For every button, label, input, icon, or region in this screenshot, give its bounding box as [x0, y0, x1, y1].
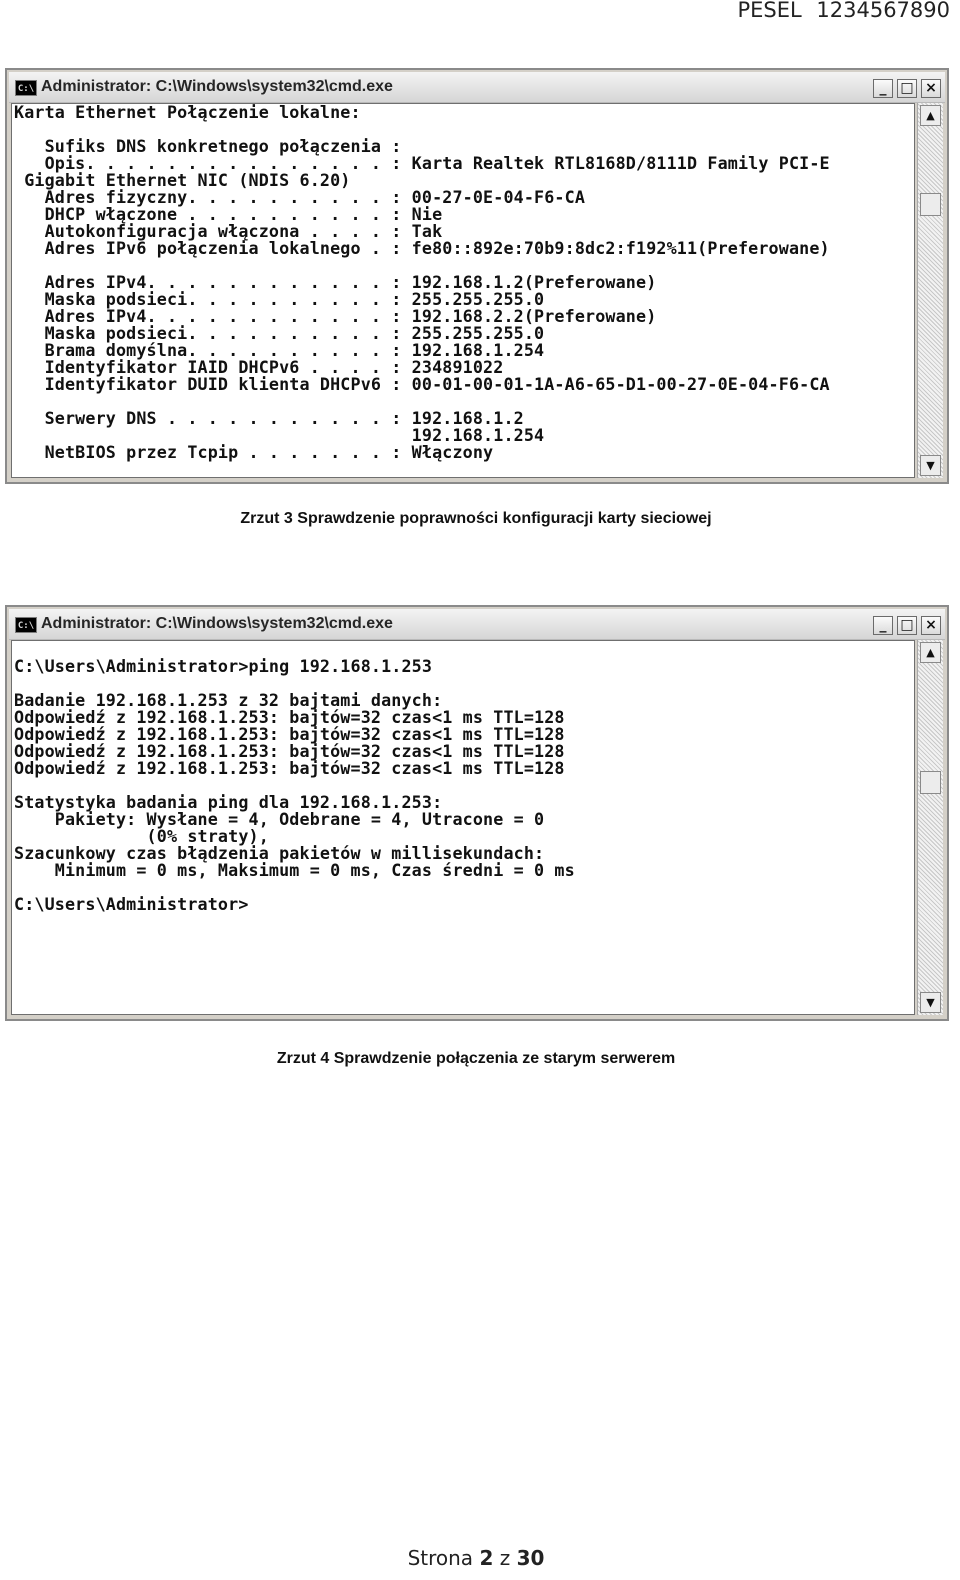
pesel-value: 1234567890 — [816, 0, 950, 22]
vertical-scrollbar[interactable] — [917, 640, 943, 1015]
figure-caption-4: Zrzut 4 Sprawdzenie połączenia ze starym serwerem — [276, 1050, 676, 1067]
page-footer — [0, 1546, 952, 1570]
cmd-icon[interactable]: C:\ — [15, 617, 37, 633]
scroll-thumb[interactable] — [920, 193, 941, 216]
console-output[interactable] — [11, 640, 915, 1015]
scroll-down-icon[interactable]: ▼ — [920, 455, 941, 476]
window-title: Administrator: C:\Windows\system32\cmd.exe — [41, 78, 393, 95]
scroll-thumb[interactable] — [920, 771, 941, 794]
minimize-button[interactable]: _ — [873, 79, 893, 98]
minimize-button[interactable]: _ — [873, 616, 893, 635]
console-output[interactable] — [11, 103, 915, 478]
console-text: C:\Users\Administrator>ping 192.168.1.253 Badanie 192.168.1.253 z 32 bajtami danych: Odpowiedź z 192.168.1.253: bajtów=32 czas<1 ms TTL=128 Odpowiedź z 192.168.1.253: bajtów=32 czas<1 ms TTL=128 Odpowiedź z 192.168.1.253: bajtów=32 czas<1 ms TTL=128 Odpowiedź z 192.168.1.253: bajtów=32 czas<1 ms TTL=128 Statystyka badania ping dla 192.168.1.253: Pakiety: Wysłane = 4, Odebrane = 4, Utracone = 0 (0% straty), Szacunkowy czas błądzenia pakietów w millisekundach: Minimum = 0 ms, Maksimum = 0 ms, Czas średni = 0 ms C:\Users\Administrator> — [14, 656, 575, 914]
scroll-up-icon[interactable]: ▲ — [920, 642, 941, 663]
footer-prefix: Strona — [407, 1546, 474, 1570]
title-bar[interactable] — [9, 609, 945, 640]
close-button[interactable]: × — [921, 79, 941, 98]
scroll-down-icon[interactable]: ▼ — [920, 992, 941, 1013]
current-page: 2 — [479, 1546, 494, 1570]
figure-caption-3: Zrzut 3 Sprawdzenie poprawności konfiguracji karty sieciowej — [240, 510, 712, 527]
close-button[interactable]: × — [921, 616, 941, 635]
maximize-button[interactable]: □ — [897, 616, 917, 635]
maximize-button[interactable]: □ — [897, 79, 917, 98]
footer-separator: z — [499, 1546, 511, 1570]
cmd-window-ping[interactable] — [5, 605, 949, 1021]
scroll-up-icon[interactable]: ▲ — [920, 105, 941, 126]
window-title: Administrator: C:\Windows\system32\cmd.exe — [41, 615, 393, 632]
page-header — [729, 0, 950, 20]
vertical-scrollbar[interactable] — [917, 103, 943, 478]
cmd-window-ipconfig[interactable] — [5, 68, 949, 484]
console-text: Karta Ethernet Połączenie lokalne: Sufiks DNS konkretnego połączenia : Opis. . . . . . . . . . . . . . . : Karta Realtek RTL8168D/8111D Family PCI-E Gigabit Ethernet NIC (NDIS 6.20) Adres fizyczny. . . . . . . . . . : 00-27-0E-04-F6-CA DHCP włączone . . . . . . . . . . : Nie Autokonfiguracja włączona . . . . : Tak Adres IPv6 połączenia lokalnego . : fe80::892e:70b9:8dc2:f192%11(Preferowane) Adres IPv4. . . . . . . . . . . . : 192.168.1.2(Preferowane) Maska podsieci. . . . . . . . . . : 255.255.255.0 Adres IPv4. . . . . . . . . . . . : 192.168.2.2(Preferowane) Maska podsieci. . . . . . . . . . : 255.255.255.0 Brama domyślna. . . . . . . . . . : 192.168.1.254 Identyfikator IAID DHCPv6 . . . . : 234891022 Identyfikator DUID klienta DHCPv6 : 00-01-00-01-1A-A6-65-D1-00-27-0E-04-F6-CA Serwery DNS . . . . . . . . . . . : 192.168.1.2 192.168.1.254 NetBIOS przez Tcpip . . . . . . . : Włączony — [14, 103, 830, 462]
pesel-label: PESEL — [737, 0, 802, 22]
total-pages: 30 — [516, 1546, 545, 1570]
title-bar[interactable] — [9, 72, 945, 103]
cmd-icon[interactable]: C:\ — [15, 80, 37, 96]
